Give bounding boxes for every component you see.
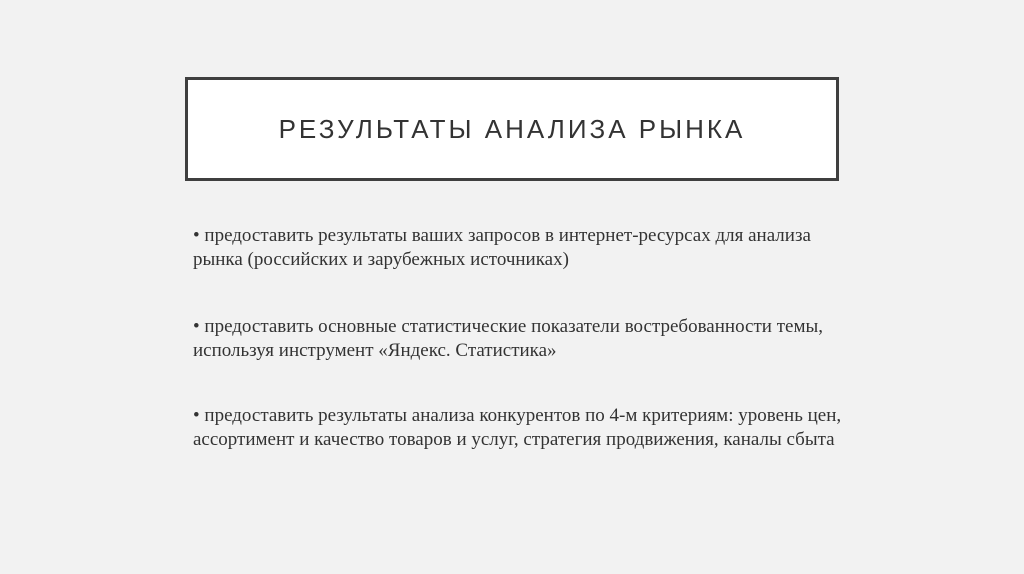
bullet-item-statistics: • предоставить основные статистические показатели востребованности темы, используя инструмент «Яндекс. Статистика» — [193, 316, 823, 361]
title-box — [185, 77, 839, 181]
slide-title: РЕЗУЛЬТАТЫ АНАЛИЗА РЫНКА — [278, 113, 746, 144]
bullet-item-search-results: • предоставить результаты ваших запросов в интернет-ресурсах для анализа рынка (российских и зарубежных источниках) — [193, 225, 811, 270]
bullet-item-competitors: • предоставить результаты анализа конкурентов по 4-м критериям: уровень цен, ассортимент и качество товаров и услуг, стратегия продвижения, каналы сбыта — [193, 405, 842, 450]
bullet-list — [193, 224, 853, 495]
